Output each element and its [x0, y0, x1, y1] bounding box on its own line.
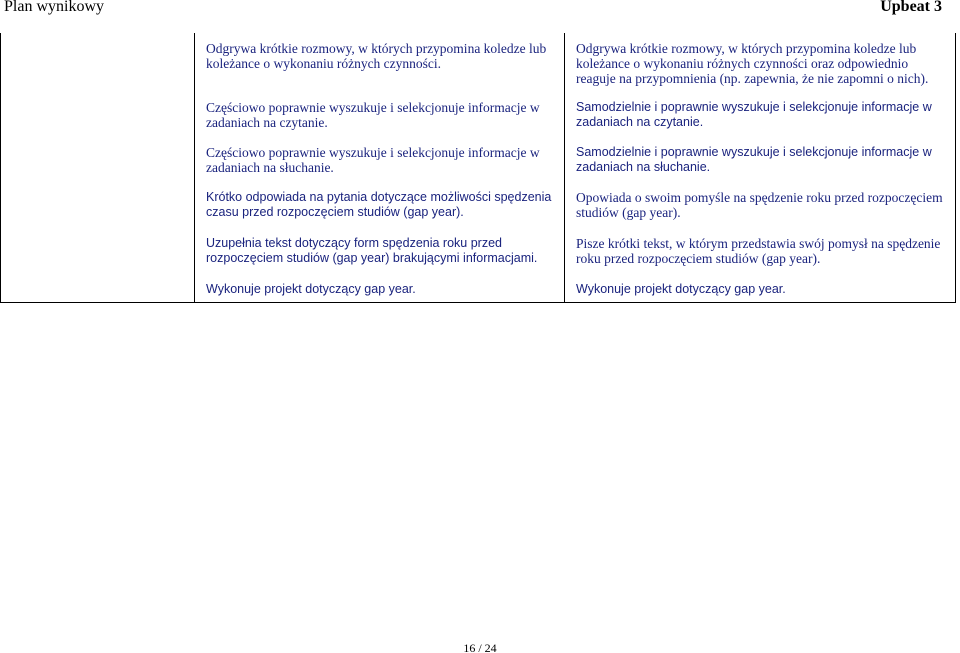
- list-item: Odgrywa krótkie rozmowy, w których przypomina koledze lub koleżance o wykonaniu różnych czynności oraz odpowiednio reaguje na przypomnienia (np. zapewnia, że nie zapomni o nich).: [576, 41, 929, 86]
- list-item: Samodzielnie i poprawnie wyszukuje i selekcjonuje informacje w zadaniach na czytanie.: [576, 100, 932, 129]
- list-item: Samodzielnie i poprawnie wyszukuje i selekcjonuje informacje w zadaniach na słuchanie.: [576, 145, 932, 174]
- column-divider: [564, 33, 565, 302]
- document-title: Plan wynikowy: [4, 0, 104, 15]
- list-item: Opowiada o swoim pomyśle na spędzenie roku przed rozpoczęciem studiów (gap year).: [576, 190, 943, 220]
- requirements-table: [0, 33, 956, 303]
- column-divider: [194, 33, 195, 302]
- page-number: 16 / 24: [463, 641, 497, 653]
- list-item: Wykonuje projekt dotyczący gap year.: [206, 282, 416, 296]
- list-item: Częściowo poprawnie wyszukuje i selekcjonuje informacje w zadaniach na słuchanie.: [206, 145, 540, 175]
- page-header: [0, 0, 960, 20]
- list-item: Wykonuje projekt dotyczący gap year.: [576, 282, 786, 296]
- course-title: Upbeat 3: [880, 0, 942, 15]
- list-item: Uzupełnia tekst dotyczący form spędzenia roku przed rozpoczęciem studiów (gap year) brakującymi informacjami.: [206, 236, 538, 265]
- list-item: Częściowo poprawnie wyszukuje i selekcjonuje informacje w zadaniach na czytanie.: [206, 100, 540, 130]
- list-item: Krótko odpowiada na pytania dotyczące możliwości spędzenia czasu przed rozpoczęciem studiów (gap year).: [206, 190, 552, 219]
- list-item: Odgrywa krótkie rozmowy, w których przypomina koledze lub koleżance o wykonaniu różnych czynności.: [206, 41, 547, 71]
- list-item: Pisze krótki tekst, w którym przedstawia swój pomysł na spędzenie roku przed rozpoczęciem studiów (gap year).: [576, 236, 941, 266]
